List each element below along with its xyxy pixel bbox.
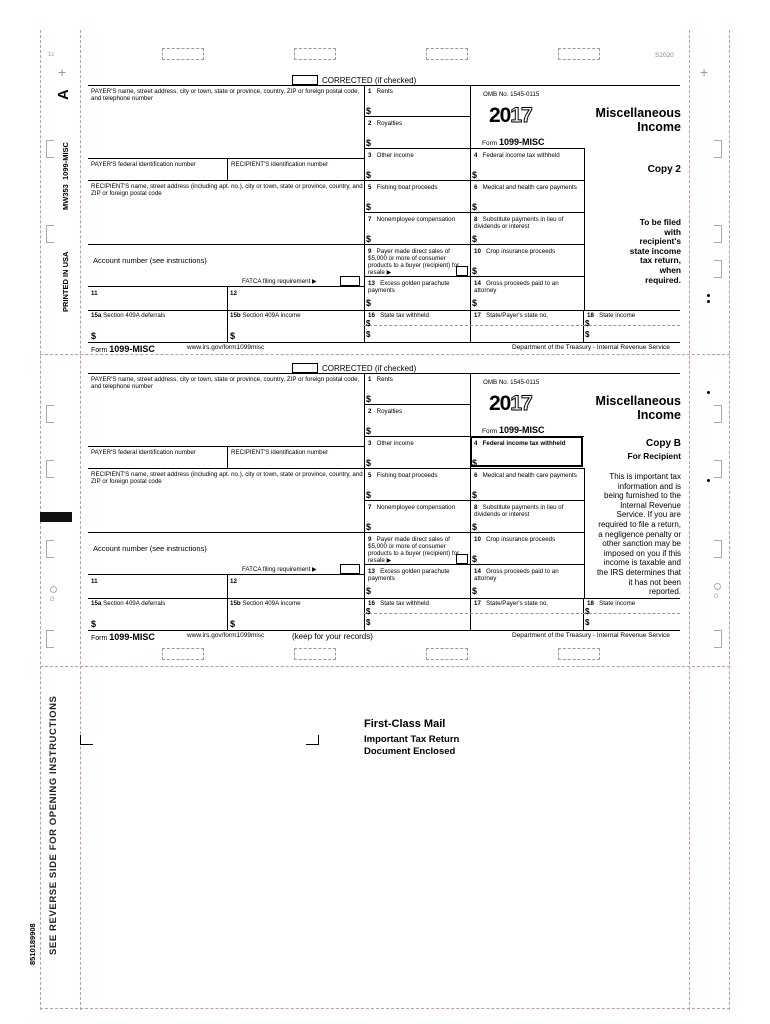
keep-records: (keep for your records) — [292, 632, 373, 641]
rule — [470, 148, 471, 342]
box-6-label: 6 Medical and health care payments — [474, 184, 577, 191]
box-2-label: 2 Royalties — [368, 120, 403, 127]
dollar-sign: $ — [585, 319, 590, 328]
box-18-label: 18 State income — [587, 312, 636, 319]
dollar-sign: $ — [472, 554, 478, 564]
dot — [707, 294, 710, 297]
fatca-checkbox[interactable] — [340, 276, 360, 286]
dollar-sign: $ — [472, 202, 478, 212]
omb-number: OMB No. 1545-0115 — [483, 91, 540, 98]
copy-note-line: income is taxable and — [603, 558, 681, 568]
copy-note-line: with — [664, 226, 681, 237]
form-title: Miscellaneous Income — [595, 394, 681, 422]
copy-note-line: it has not been — [628, 577, 681, 587]
corner-mark — [46, 630, 54, 648]
box-8-label: 8 Substitute payments in lieu of dividends or interest — [474, 216, 564, 230]
copy-note-line: the IRS determines that — [596, 567, 681, 577]
corner-mark — [46, 405, 54, 423]
registration-box — [162, 48, 204, 60]
corner-mark — [46, 225, 54, 243]
rule — [364, 564, 584, 565]
box-5-label: 5 Fishing boat proceeds — [368, 472, 438, 479]
side-g-label: G — [714, 594, 719, 600]
box-3-label: 3 Other income — [368, 152, 414, 159]
box-3-label: 3 Other income — [368, 440, 414, 447]
box-14-label: 14 Gross proceeds paid to an attorney — [474, 568, 559, 582]
rule — [364, 373, 365, 630]
copy-note-line: required. — [645, 274, 681, 285]
fatca-checkbox[interactable] — [340, 564, 360, 574]
box-10-label: 10 Crop insurance proceeds — [474, 248, 556, 255]
form-title: Miscellaneous Income — [595, 106, 681, 134]
recipient-address-field[interactable] — [88, 192, 362, 242]
rule — [364, 180, 584, 181]
form-code: S2020 — [655, 52, 674, 59]
rule — [227, 286, 228, 342]
recipient-tin-label: RECIPIENT'S identification number — [231, 161, 329, 168]
corner-mark — [714, 540, 722, 558]
corner-mark — [46, 140, 54, 158]
side-g-label: G — [50, 597, 55, 603]
side-number: 8510189908 — [28, 923, 37, 965]
box-1-label: 1 Rents — [368, 88, 393, 95]
corner-mark — [714, 260, 722, 278]
corrected-checkbox[interactable] — [292, 75, 318, 85]
copy-note-line: being furnished to the — [604, 491, 681, 501]
rule — [88, 286, 364, 287]
rule — [470, 85, 471, 148]
dollar-sign: $ — [472, 490, 478, 500]
fatca-label: FATCA filing requirement ▶ — [242, 566, 317, 573]
dollar-sign: $ — [366, 319, 371, 328]
box-5-label: 5 Fishing boat proceeds — [368, 184, 438, 191]
rule — [470, 373, 471, 436]
copy-note-line: Service. If you are — [616, 510, 681, 520]
box-12-number: 12 — [230, 290, 237, 297]
dollar-sign: $ — [472, 266, 478, 276]
corrected-checkbox[interactable] — [292, 363, 318, 373]
registration-box — [426, 48, 468, 60]
box-1-label: 1 Rents — [368, 376, 393, 383]
payer-name-field[interactable] — [88, 96, 362, 156]
rule — [88, 373, 680, 374]
box-2-label: 2 Royalties — [368, 408, 403, 415]
dollar-sign: $ — [472, 586, 478, 596]
right-tractor-line — [689, 30, 690, 1010]
box-10-label: 10 Crop insurance proceeds — [474, 536, 556, 543]
box-15b-label: 15b Section 409A income — [230, 600, 301, 607]
plus-mark: + — [58, 64, 67, 80]
dollar-sign: $ — [585, 607, 590, 616]
dollar-sign: $ — [366, 426, 372, 436]
box-7-label: 7 Nonemployee compensation — [368, 504, 456, 511]
copy-label: Copy 2 — [647, 164, 681, 175]
plus-mark: + — [700, 64, 709, 80]
dept-treasury: Department of the Treasury - Internal Revenue Service — [512, 632, 670, 639]
rule — [88, 446, 364, 447]
dollar-sign: $ — [230, 619, 236, 629]
box-4-label: 4 Federal income tax withheld — [474, 440, 566, 447]
corner-mark — [714, 630, 722, 648]
copy-note-line: Internal Revenue — [620, 500, 681, 510]
dollar-sign: $ — [366, 394, 372, 404]
tear-line-bottom — [40, 1008, 730, 1009]
copy-note-line: reported. — [648, 587, 681, 597]
payer-name-field[interactable] — [88, 384, 362, 444]
rule — [583, 310, 584, 342]
dollar-sign: $ — [366, 202, 372, 212]
dollar-sign: $ — [366, 170, 372, 180]
rule-dashed — [364, 613, 584, 614]
rule-dashed — [364, 325, 584, 326]
rule — [227, 574, 228, 630]
fatca-label: FATCA filing requirement ▶ — [242, 278, 317, 285]
dollar-sign: $ — [366, 586, 372, 596]
copy-note-line: information and is — [617, 481, 681, 491]
rule — [364, 276, 584, 277]
box-14-label: 14 Gross proceeds paid to an attorney — [474, 280, 559, 294]
copy-note-line: a negligence penalty or — [598, 529, 681, 539]
rule — [88, 180, 364, 181]
dollar-sign: $ — [472, 522, 478, 532]
rule — [584, 212, 585, 310]
dollar-sign: $ — [472, 170, 478, 180]
rule — [364, 116, 470, 117]
dept-treasury: Department of the Treasury - Internal Revenue Service — [512, 344, 670, 351]
box-7-label: 7 Nonemployee compensation — [368, 216, 456, 223]
dot — [707, 479, 710, 482]
dollar-sign: $ — [585, 618, 590, 627]
box-8-label: 8 Substitute payments in lieu of dividends or interest — [474, 504, 564, 518]
printed-in-usa: PRINTED IN USA — [61, 251, 70, 312]
rule — [88, 532, 364, 533]
box-9-checkbox[interactable] — [456, 554, 468, 564]
right-perforation — [729, 30, 730, 1010]
box-11-number: 11 — [91, 578, 98, 585]
tax-year: 2017 — [489, 104, 532, 127]
rule — [364, 468, 584, 469]
box-16-label: 16 State tax withheld — [368, 312, 429, 319]
dollar-sign: $ — [366, 234, 372, 244]
box-13-label: 13 Excess golden parachute payments — [368, 280, 450, 294]
registration-box — [558, 648, 600, 660]
rule-dashed — [584, 325, 680, 326]
tax-year: 2017 — [489, 392, 532, 415]
box-15b-label: 15b Section 409A income — [230, 312, 301, 319]
rule — [88, 574, 364, 575]
envelope-line-3: Document Enclosed — [364, 746, 456, 757]
rule — [227, 158, 228, 180]
corner-mark — [714, 460, 722, 478]
form-footer-label: Form 1099-MISC — [91, 344, 155, 354]
dollar-sign: $ — [366, 490, 372, 500]
recipient-address-label: RECIPIENT'S name, street address (including apt. no.), city or town, state or province, country, and ZIP or foreign postal code — [91, 471, 363, 485]
corner-mark — [714, 225, 722, 243]
box-9-label: 9 Payer made direct sales of $5,000 or more of consumer products to a buyer (recipient) for resale ▶ — [368, 248, 460, 276]
box-17-label: 17 State/Payer's state no. — [474, 312, 549, 319]
corner-mark — [46, 540, 54, 558]
rule — [364, 404, 470, 405]
box-9-label: 9 Payer made direct sales of $5,000 or more of consumer products to a buyer (recipient) for resale ▶ — [368, 536, 460, 564]
payer-tin-label: PAYER'S federal identification number — [91, 449, 196, 456]
copy-note-line: required to file a return, — [598, 519, 681, 529]
side-form-label: MW353 1099-MISC — [61, 142, 70, 210]
rule — [88, 598, 364, 599]
dollar-sign: $ — [366, 330, 371, 339]
dollar-sign: $ — [366, 618, 371, 627]
rule — [364, 212, 584, 213]
box-18-label: 18 State income — [587, 600, 636, 607]
rule — [88, 85, 680, 86]
box-16-label: 16 State tax withheld — [368, 600, 429, 607]
irs-url: www.irs.gov/form1099misc — [187, 344, 265, 351]
copy-note-line: tax return, — [640, 255, 681, 266]
rule — [364, 148, 584, 149]
corrected-label: CORRECTED (if checked) — [322, 76, 417, 85]
payer-name-label: PAYER'S name, street address, city or town, state or province, country, ZIP or foreign postal code, and telephone number — [91, 376, 360, 390]
dollar-sign: $ — [472, 298, 478, 308]
form-footer-label: Form 1099-MISC — [91, 632, 155, 642]
corner-code: 1c — [48, 52, 55, 58]
rule — [88, 310, 364, 311]
rule — [88, 244, 364, 245]
dollar-sign: $ — [366, 138, 372, 148]
dollar-sign: $ — [366, 298, 372, 308]
box-11-number: 11 — [91, 290, 98, 297]
side-instructions: SEE REVERSE SIDE FOR OPENING INSTRUCTIONS — [48, 695, 59, 955]
box-4-label: 4 Federal income tax withheld — [474, 152, 560, 159]
irs-url: www.irs.gov/form1099misc — [187, 632, 265, 639]
hole-mark — [50, 586, 57, 593]
dollar-sign: $ — [366, 106, 372, 116]
copy-note-line: To be filed — [639, 217, 681, 227]
dollar-sign: $ — [91, 331, 97, 341]
copy-note — [586, 472, 681, 597]
dollar-sign: $ — [230, 331, 236, 341]
dot — [707, 391, 710, 394]
box-15a-label: 15a Section 409A deferrals — [91, 312, 166, 319]
dollar-sign: $ — [472, 234, 478, 244]
corner-mark — [714, 405, 722, 423]
rule — [364, 85, 365, 342]
window-corner-mark — [80, 735, 93, 745]
form-id: Form 1099-MISC — [482, 137, 545, 147]
box-12-number: 12 — [230, 578, 237, 585]
rule — [364, 244, 584, 245]
left-tractor-line — [80, 30, 81, 1010]
hole-mark — [714, 583, 721, 590]
registration-box — [294, 648, 336, 660]
copy-note — [590, 218, 681, 285]
tear-line-1 — [40, 354, 730, 355]
copy-note-line: imposed on you if this — [603, 548, 681, 558]
dollar-sign: $ — [366, 607, 371, 616]
side-letter: A — [55, 89, 72, 100]
copy-note-line: This is important tax — [609, 472, 681, 481]
dollar-sign: $ — [366, 458, 372, 468]
corrected-label: CORRECTED (if checked) — [322, 364, 417, 373]
rule — [584, 468, 585, 598]
omb-number: OMB No. 1545-0115 — [483, 379, 540, 386]
rule — [88, 468, 364, 469]
rule — [88, 630, 680, 631]
box-13-label: 13 Excess golden parachute payments — [368, 568, 450, 582]
recipient-tin-label: RECIPIENT'S identification number — [231, 449, 329, 456]
registration-box — [558, 48, 600, 60]
dollar-sign: $ — [472, 458, 478, 468]
box-9-checkbox[interactable] — [456, 266, 468, 276]
tear-line-2 — [40, 666, 730, 667]
dollar-sign: $ — [91, 619, 97, 629]
box-17-label: 17 State/Payer's state no. — [474, 600, 549, 607]
rule — [583, 598, 584, 630]
dollar-sign: $ — [366, 522, 372, 532]
rule-dashed — [584, 613, 680, 614]
registration-box — [162, 648, 204, 660]
copy-note-line: when — [659, 264, 681, 275]
account-number-label: Account number (see instructions) — [93, 256, 207, 265]
dollar-sign: $ — [585, 330, 590, 339]
window-corner-mark — [306, 735, 319, 745]
rule — [88, 158, 364, 159]
payer-tin-label: PAYER'S federal identification number — [91, 161, 196, 168]
form-id: Form 1099-MISC — [482, 425, 545, 435]
copy-label: Copy B — [646, 438, 681, 449]
registration-box — [426, 648, 468, 660]
copy-sub-label: For Recipient — [627, 451, 681, 461]
envelope-line-2: Important Tax Return — [364, 734, 460, 745]
marker-bar — [40, 512, 72, 522]
envelope-first-class: First-Class Mail — [364, 718, 446, 730]
account-number-label: Account number (see instructions) — [93, 544, 207, 553]
rule — [584, 148, 585, 212]
box-15a-label: 15a Section 409A deferrals — [91, 600, 166, 607]
recipient-address-field[interactable] — [88, 480, 362, 530]
corner-mark — [46, 460, 54, 478]
payer-name-label: PAYER'S name, street address, city or town, state or province, country, ZIP or foreign postal code, and telephone number — [91, 88, 360, 102]
recipient-address-label: RECIPIENT'S name, street address (including apt. no.), city or town, state or province, country, and ZIP or foreign postal code — [91, 183, 363, 197]
rule — [364, 598, 680, 599]
rule — [364, 532, 584, 533]
rule — [364, 500, 584, 501]
corner-mark — [714, 140, 722, 158]
box-6-label: 6 Medical and health care payments — [474, 472, 577, 479]
copy-note-line: other sanction may be — [602, 539, 681, 549]
copy-note-line: state income — [629, 245, 681, 256]
rule — [227, 446, 228, 468]
registration-box — [294, 48, 336, 60]
rule — [364, 310, 680, 311]
rule — [88, 342, 680, 343]
copy-note-line: recipient's — [639, 236, 681, 247]
dot — [707, 300, 710, 303]
